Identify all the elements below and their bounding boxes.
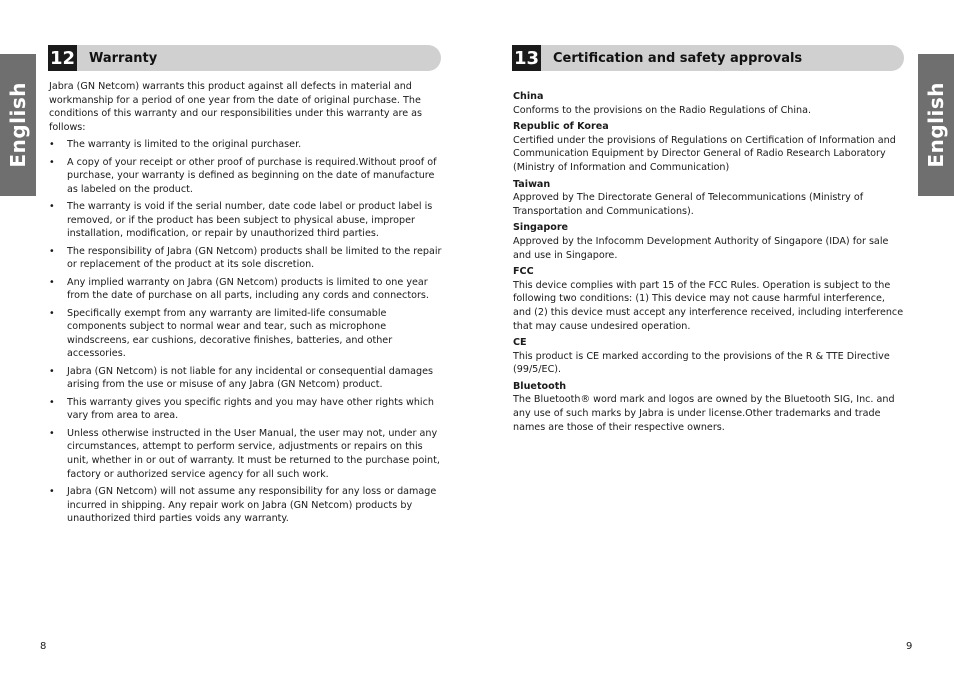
- list-item: • Any implied warranty on Jabra (GN Netcom) products is limited to one year from the date of purchase on all parts, including any cords and connectors.: [49, 276, 444, 303]
- cert-heading-ce: CE: [513, 337, 527, 349]
- cert-text-ce: This product is CE marked according to the provisions of the R & TTE Directive (99/5/EC).: [513, 350, 890, 376]
- cert-text-singapore: Approved by the Infocomm Development Authority of Singapore (IDA) for sale and use in Singapore.: [513, 235, 889, 261]
- warranty-content: [49, 80, 444, 526]
- section-title: Warranty: [89, 50, 158, 66]
- cert-text-china: Conforms to the provisions on the Radio Regulations of China.: [513, 104, 812, 116]
- list-item: • A copy of your receipt or other proof of purchase is required.Without proof of purchase, your warranty is defined as beginning on the date of manufacture as labeled on the product.: [49, 156, 444, 197]
- cert-text-fcc: This device complies with part 15 of the FCC Rules. Operation is subject to the following two conditions: (1) This device may not cause harmful interference, and (2) this device must accept any interference received, including interference that may cause undesired operation.: [513, 279, 904, 332]
- cert-heading-china: China: [513, 91, 544, 102]
- cert-heading-korea: Republic of Korea: [513, 121, 609, 133]
- list-item: • The warranty is void if the serial number, date code label or product label is removed, or if the product has been subject to physical abuse, improper installation, modification, or repair by unauthorized third parties.: [49, 200, 444, 241]
- list-item: • Unless otherwise instructed in the User Manual, the user may not, under any circumstances, attempt to perform service, adjustments or repairs on this unit, whether in or out of warranty. It must be returned to the purchase point, factory or authorized service agency for all such work.: [49, 427, 444, 481]
- section-title: Certification and safety approvals: [553, 50, 803, 66]
- language-tab-label: English: [6, 82, 30, 168]
- cert-heading-fcc: FCC: [513, 266, 534, 278]
- section-number: 12: [48, 45, 77, 71]
- language-tab-right: [918, 54, 954, 196]
- language-tab-left: [0, 54, 36, 196]
- cert-text-taiwan: Approved by The Directorate General of Telecommunications (Ministry of Transportation and Communications).: [513, 192, 864, 217]
- cert-heading-taiwan: Taiwan: [513, 178, 551, 190]
- cert-heading-bluetooth: Bluetooth: [513, 380, 567, 392]
- list-item: • The warranty is limited to the original purchaser.: [49, 138, 444, 152]
- cert-text-bluetooth: The Bluetooth® word mark and logos are owned by the Bluetooth SIG, Inc. and any use of such marks by Jabra is under license.Other trademarks and trade names are those of their respective owners.: [513, 394, 895, 433]
- list-item: • Jabra (GN Netcom) will not assume any responsibility for any loss or damage incurred in shipping. Any repair work on Jabra (GN Netcom) products by unauthorized third parties voids any warranty.: [49, 485, 444, 526]
- warranty-section-header: [48, 45, 441, 71]
- warranty-list: [49, 138, 444, 526]
- page-number-left: 8: [40, 641, 47, 652]
- warranty-intro: Jabra (GN Netcom) warrants this product against all defects in material and workmanship for a period of one year from the date of original purchase. The conditions of this warranty and our responsibilities under this warranty are as follows:: [49, 81, 423, 133]
- list-item: • This warranty gives you specific rights and you may have other rights which vary from area to area.: [49, 396, 444, 423]
- list-item: • Specifically exempt from any warranty are limited-life consumable components subject to normal wear and tear, such as microphone windscreens, ear cushions, decorative finishes, batteries, and other accessories.: [49, 307, 444, 361]
- language-tab-label: English: [924, 82, 948, 168]
- cert-text-korea: Certified under the provisions of Regulations on Certification of Information and Communication Equipment by Director General of Radio Research Laboratory (Ministry of Information and Communication): [513, 134, 896, 173]
- certification-section-header: [512, 45, 904, 71]
- page-number-right: 9: [906, 641, 913, 652]
- certification-content: [513, 90, 905, 434]
- list-item: • The responsibility of Jabra (GN Netcom) products shall be limited to the repair or replacement of the product at its sole discretion.: [49, 245, 444, 272]
- section-number: 13: [512, 45, 541, 71]
- list-item: • Jabra (GN Netcom) is not liable for any incidental or consequential damages arising from the use or misuse of any Jabra (GN Netcom) product.: [49, 365, 444, 392]
- cert-heading-singapore: Singapore: [513, 222, 569, 234]
